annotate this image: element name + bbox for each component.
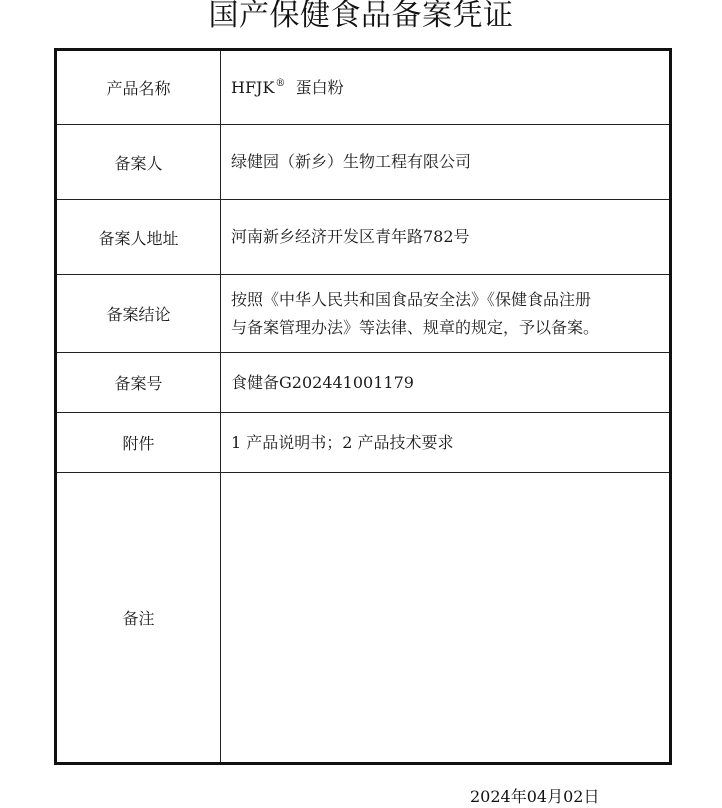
row-filer-address bbox=[56, 200, 671, 275]
conclusion-line-1: 按照《中华人民共和国食品安全法》《保健食品注册 bbox=[231, 289, 592, 309]
filer-address-value: 河南新乡经济开发区青年路782号 bbox=[221, 200, 671, 275]
filing-number-label: 备案号 bbox=[56, 353, 221, 413]
filing-number-value: 食健备G202441001179 bbox=[221, 353, 671, 413]
product-name-label: 产品名称 bbox=[56, 50, 221, 125]
remarks-value bbox=[221, 473, 671, 764]
row-attachments bbox=[56, 413, 671, 473]
row-product-name bbox=[56, 50, 671, 125]
filing-record-table bbox=[54, 48, 672, 765]
conclusion-line-2: 与备案管理办法》等法律、规章的规定，予以备案。 bbox=[231, 317, 600, 337]
row-filing-number bbox=[56, 353, 671, 413]
product-name-text: 蛋白粉 bbox=[295, 77, 344, 97]
product-brand: HFJK bbox=[231, 77, 275, 97]
product-name-value bbox=[221, 50, 671, 125]
registered-trademark-mark: ® bbox=[275, 77, 286, 89]
filer-value: 绿健园（新乡）生物工程有限公司 bbox=[221, 125, 671, 200]
issue-date: 2024年04月02日 bbox=[470, 787, 600, 806]
row-conclusion bbox=[56, 275, 671, 353]
attachments-label: 附件 bbox=[56, 413, 221, 473]
conclusion-label: 备案结论 bbox=[56, 275, 221, 353]
filer-address-label: 备案人地址 bbox=[56, 200, 221, 275]
attachments-value: 1 产品说明书；2 产品技术要求 bbox=[221, 413, 671, 473]
row-remarks bbox=[56, 473, 671, 764]
row-filer bbox=[56, 125, 671, 200]
remarks-label: 备注 bbox=[56, 473, 221, 764]
document-title: 国产保健食品备案凭证 bbox=[208, 0, 514, 33]
filer-label: 备案人 bbox=[56, 125, 221, 200]
conclusion-value bbox=[221, 275, 671, 353]
